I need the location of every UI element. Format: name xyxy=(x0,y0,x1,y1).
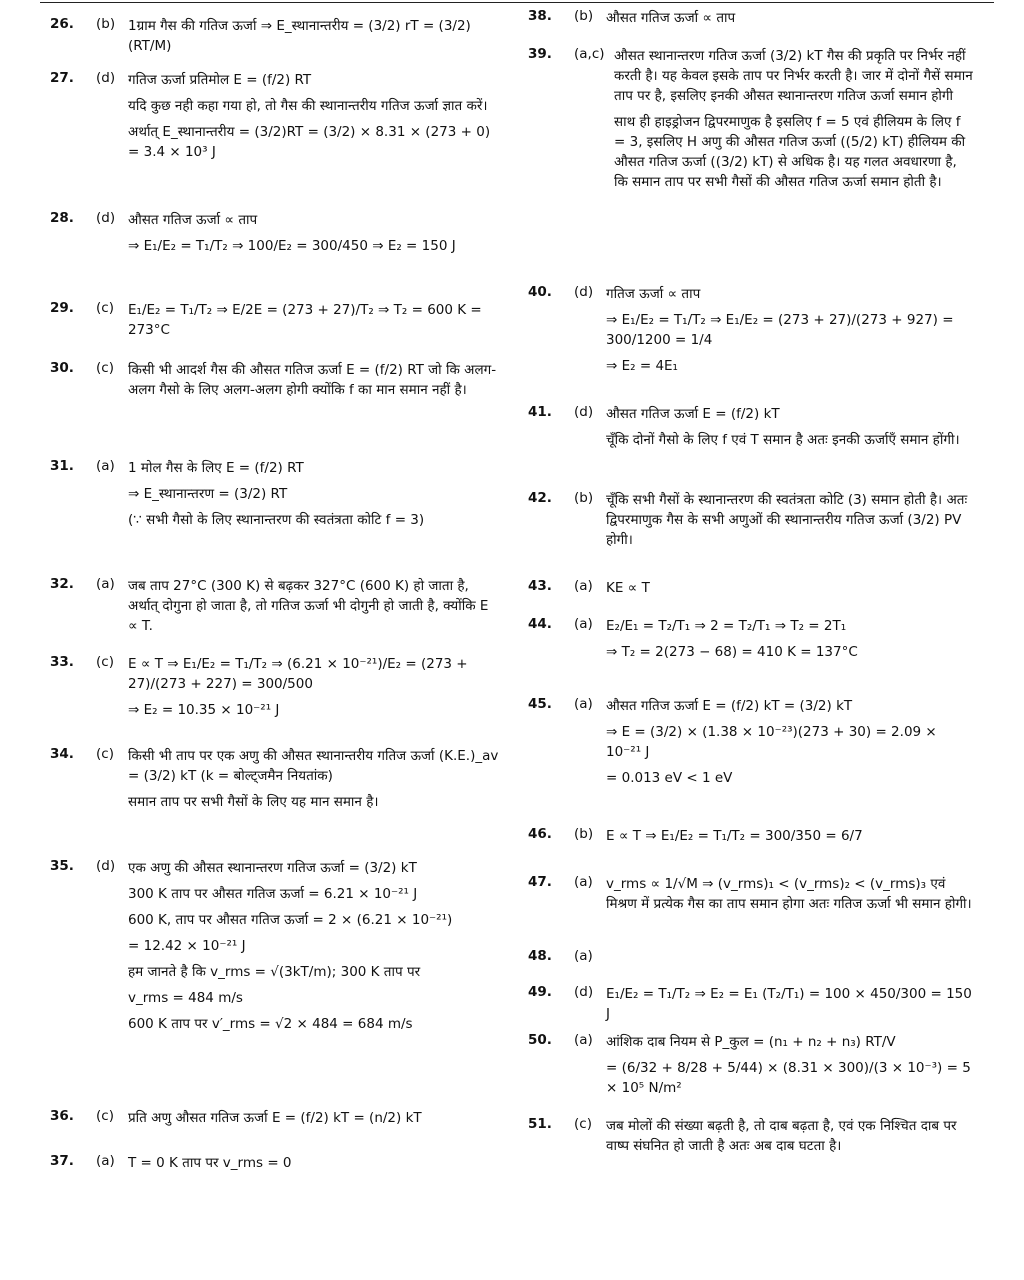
solution-text xyxy=(606,1116,973,1162)
solution-line: E₁/E₂ = T₁/T₂ ⇒ E₂ = E₁ (T₂/T₁) = 100 × 450/300 = 150 J xyxy=(606,986,972,1022)
solution-text xyxy=(128,654,500,726)
solution-line: चूँकि दोनों गैसो के लिए f एवं T समान है अतः इनकी ऊर्जाएँ समान होंगी। xyxy=(606,432,960,448)
question-number: 47. xyxy=(528,874,552,890)
solution-line: E₁/E₂ = T₁/T₂ ⇒ E/2E = (273 + 27)/T₂ ⇒ T₂ = 600 K = 273°C xyxy=(128,302,482,338)
solution-line: ⇒ E = (3/2) × (1.38 × 10⁻²³)(273 + 30) = 2.09 × 10⁻²¹ J xyxy=(606,724,937,760)
solution-text xyxy=(606,1032,973,1104)
question-number: 37. xyxy=(50,1153,74,1169)
answer-option: (a,c) xyxy=(574,46,605,62)
solution-text xyxy=(606,284,973,382)
solution-line: औसत स्थानान्तरण गतिज ऊर्जा (3/2) kT गैस की प्रकृति पर निर्भर नहीं करती है। यह केवल इसके ताप पर निर्भर करती है। जार में दोनों गैसें समान ताप पर है, इसलिए इनकी औसत स्थानान्तरण गतिज ऊर्जा समान होगी xyxy=(614,48,973,104)
answer-option: (d) xyxy=(96,858,116,874)
solution-line: E ∝ T ⇒ E₁/E₂ = T₁/T₂ ⇒ (6.21 × 10⁻²¹)/E₂ = (273 + 27)/(273 + 227) = 300/500 xyxy=(128,656,468,692)
solution-line: गतिज ऊर्जा ∝ ताप xyxy=(606,286,701,302)
solution-line: प्रति अणु औसत गतिज ऊर्जा E = (f/2) kT = (n/2) kT xyxy=(128,1110,422,1126)
solution-text xyxy=(128,70,500,168)
solution-line: ⇒ E₂ = 10.35 × 10⁻²¹ J xyxy=(128,702,280,718)
solution-line: एक अणु की औसत स्थानान्तरण गतिज ऊर्जा = (3/2) kT xyxy=(128,860,417,876)
solution-text xyxy=(128,1153,500,1179)
solution-line: v_rms ∝ 1/√M ⇒ (v_rms)₁ < (v_rms)₂ < (v_rms)₃ एवं मिश्रण में प्रत्येक गैस का ताप समान होगा अतः गतिज ऊर्जा भी समान होगी। xyxy=(606,876,972,912)
solution-line: T = 0 K ताप पर v_rms = 0 xyxy=(128,1155,292,1171)
answer-option: (a) xyxy=(574,696,593,712)
solution-line: ⇒ E₁/E₂ = T₁/T₂ ⇒ E₁/E₂ = (273 + 27)/(273 + 927) = 300/1200 = 1/4 xyxy=(606,312,954,348)
question-number: 34. xyxy=(50,746,74,762)
answer-option: (c) xyxy=(96,360,114,376)
solution-line: ⇒ E₂ = 4E₁ xyxy=(606,358,678,374)
answer-option: (b) xyxy=(96,16,116,32)
answer-option: (d) xyxy=(574,404,594,420)
solution-text xyxy=(606,404,973,456)
answer-option: (a) xyxy=(574,616,593,632)
solution-text xyxy=(128,746,500,818)
solution-text xyxy=(606,8,973,34)
solution-text xyxy=(606,578,973,604)
answer-option: (c) xyxy=(96,1108,114,1124)
solution-text xyxy=(128,300,500,346)
solution-line: KE ∝ T xyxy=(606,580,650,596)
answer-option: (a) xyxy=(574,578,593,594)
answer-option: (c) xyxy=(96,654,114,670)
solution-line: किसी भी ताप पर एक अणु की औसत स्थानान्तरीय गतिज ऊर्जा (K.E.)_av = (3/2) kT (k = बोल्ट्जमैन नियतांक) xyxy=(128,748,499,784)
solution-line: किसी भी आदर्श गैस की औसत गतिज ऊर्जा E = (f/2) RT जो कि अलग-अलग गैसो के लिए अलग-अलग होगी क्योंकि f का मान समान नहीं है। xyxy=(128,362,497,398)
answer-option: (b) xyxy=(574,826,594,842)
question-number: 48. xyxy=(528,948,552,964)
solution-line: = 12.42 × 10⁻²¹ J xyxy=(128,938,246,954)
solution-text xyxy=(614,46,973,198)
solution-line: E₂/E₁ = T₂/T₁ ⇒ 2 = T₂/T₁ ⇒ T₂ = 2T₁ xyxy=(606,618,847,634)
solution-line: चूँकि सभी गैसों के स्थानान्तरण की स्वतंत्रता कोटि (3) समान होती है। अतः द्विपरमाणुक गैस के सभी अणुओं की स्थानान्तरीय गतिज ऊर्जा (3/2) PV होगी। xyxy=(606,492,968,548)
answer-option: (a) xyxy=(96,1153,115,1169)
question-number: 50. xyxy=(528,1032,552,1048)
solution-text xyxy=(606,826,973,852)
answer-option: (b) xyxy=(574,490,594,506)
solution-line: जब मोलों की संख्या बढ़ती है, तो दाब बढ़ता है, एवं एक निश्चित दाब पर वाष्प संघनित हो जाती है अतः अब दाब घटता है। xyxy=(606,1118,957,1154)
solution-line: (∵ सभी गैसो के लिए स्थानान्तरण की स्वतंत्रता कोटि f = 3) xyxy=(128,512,425,528)
solution-line: यदि कुछ नही कहा गया हो, तो गैस की स्थानान्तरीय गतिज ऊर्जा ज्ञात करें। xyxy=(128,98,488,114)
solution-line: E ∝ T ⇒ E₁/E₂ = T₁/T₂ = 300/350 = 6/7 xyxy=(606,828,863,844)
solution-text xyxy=(128,1108,500,1134)
question-number: 35. xyxy=(50,858,74,874)
question-number: 46. xyxy=(528,826,552,842)
solution-line: औसत गतिज ऊर्जा E = (f/2) kT xyxy=(606,406,780,422)
question-number: 40. xyxy=(528,284,552,300)
question-number: 38. xyxy=(528,8,552,24)
question-number: 32. xyxy=(50,576,74,592)
question-number: 49. xyxy=(528,984,552,1000)
answer-option: (d) xyxy=(96,210,116,226)
solution-line: ⇒ E₁/E₂ = T₁/T₂ ⇒ 100/E₂ = 300/450 ⇒ E₂ = 150 J xyxy=(128,238,456,254)
question-number: 33. xyxy=(50,654,74,670)
solution-line: गतिज ऊर्जा प्रतिमोल E = (f/2) RT xyxy=(128,72,312,88)
answer-option: (d) xyxy=(574,284,594,300)
question-number: 51. xyxy=(528,1116,552,1132)
solution-line: ⇒ T₂ = 2(273 − 68) = 410 K = 137°C xyxy=(606,644,858,660)
answer-option: (a) xyxy=(96,458,115,474)
solution-line: औसत गतिज ऊर्जा ∝ ताप xyxy=(606,10,736,26)
question-number: 45. xyxy=(528,696,552,712)
solution-text xyxy=(606,490,973,556)
question-number: 29. xyxy=(50,300,74,316)
question-number: 39. xyxy=(528,46,552,62)
question-number: 26. xyxy=(50,16,74,32)
solution-line: 600 K, ताप पर औसत गतिज ऊर्जा = 2 × (6.21 × 10⁻²¹) xyxy=(128,912,453,928)
question-number: 30. xyxy=(50,360,74,376)
answer-option: (a) xyxy=(574,948,593,964)
question-number: 43. xyxy=(528,578,552,594)
solution-line: साथ ही हाइड्रोजन द्विपरमाणुक है इसलिए f = 5 एवं हीलियम के लिए f = 3, इसलिए H अणु की औसत गतिज ऊर्जा ((5/2) kT) हीलियम की औसत गतिज ऊर्जा ((3/2) kT) से अधिक है। यह गलत अवधारणा है, कि समान ताप पर सभी गैसों की औसत गतिज ऊर्जा समान होती है। xyxy=(614,114,966,190)
solution-text xyxy=(128,458,500,536)
solution-line: अर्थात् E_स्थानान्तरीय = (3/2)RT = (3/2) × 8.31 × (273 + 0) = 3.4 × 10³ J xyxy=(128,124,491,160)
answer-option: (a) xyxy=(574,874,593,890)
answer-option: (c) xyxy=(574,1116,592,1132)
answer-option: (a) xyxy=(96,576,115,592)
question-number: 28. xyxy=(50,210,74,226)
solution-text xyxy=(606,984,973,1030)
answer-option: (c) xyxy=(96,746,114,762)
answer-option: (d) xyxy=(96,70,116,86)
solution-line: आंशिक दाब नियम से P_कुल = (n₁ + n₂ + n₃) RT/V xyxy=(606,1034,896,1050)
solution-line: v_rms = 484 m/s xyxy=(128,990,243,1006)
solution-line: 1ग्राम गैस की गतिज ऊर्जा ⇒ E_स्थानान्तरीय = (3/2) rT = (3/2)(RT/M) xyxy=(128,18,471,54)
answer-option: (c) xyxy=(96,300,114,316)
solution-line: = (6/32 + 8/28 + 5/44) × (8.31 × 300)/(3 × 10⁻³) = 5 × 10⁵ N/m² xyxy=(606,1060,971,1096)
solution-line: ⇒ E_स्थानान्तरण = (3/2) RT xyxy=(128,486,288,502)
solution-text xyxy=(606,616,973,668)
question-number: 31. xyxy=(50,458,74,474)
solution-line: हम जानते है कि v_rms = √(3kT/m); 300 K ताप पर xyxy=(128,964,421,980)
answer-option: (a) xyxy=(574,1032,593,1048)
question-number: 36. xyxy=(50,1108,74,1124)
solution-line: 1 मोल गैस के लिए E = (f/2) RT xyxy=(128,460,304,476)
question-number: 42. xyxy=(528,490,552,506)
answer-option: (b) xyxy=(574,8,594,24)
solution-line: = 0.013 eV < 1 eV xyxy=(606,770,733,786)
solution-line: औसत गतिज ऊर्जा E = (f/2) kT = (3/2) kT xyxy=(606,698,853,714)
solution-line: समान ताप पर सभी गैसों के लिए यह मान समान है। xyxy=(128,794,379,810)
solution-text xyxy=(128,16,500,62)
solution-line: 300 K ताप पर औसत गतिज ऊर्जा = 6.21 × 10⁻²¹ J xyxy=(128,886,418,902)
solution-line: 600 K ताप पर v′_rms = √2 × 484 = 684 m/s xyxy=(128,1016,413,1032)
solution-line: औसत गतिज ऊर्जा ∝ ताप xyxy=(128,212,258,228)
answer-option: (d) xyxy=(574,984,594,1000)
question-number: 27. xyxy=(50,70,74,86)
question-number: 41. xyxy=(528,404,552,420)
solution-text xyxy=(606,696,973,794)
solution-text xyxy=(606,874,973,920)
solution-text xyxy=(128,576,500,642)
solution-text xyxy=(128,210,500,262)
solution-line: जब ताप 27°C (300 K) से बढ़कर 327°C (600 K) हो जाता है, अर्थात् दोगुना हो जाता है, तो गतिज ऊर्जा भी दोगुनी हो जाती है, क्योंकि E ∝ T. xyxy=(128,578,489,634)
question-number: 44. xyxy=(528,616,552,632)
solution-text xyxy=(128,360,500,406)
top-rule xyxy=(40,2,994,3)
solution-text xyxy=(128,858,500,1040)
